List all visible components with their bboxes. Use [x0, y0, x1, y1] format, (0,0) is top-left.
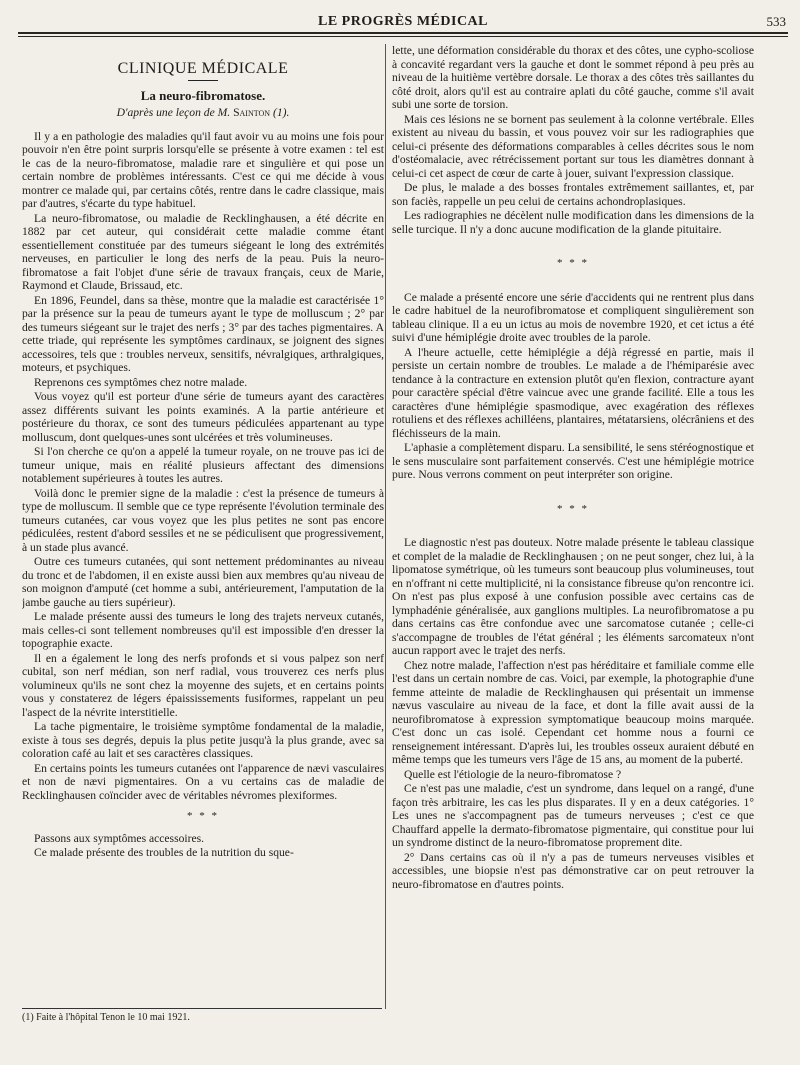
paragraph: Vous voyez qu'il est porteur d'une série de tumeurs ayant des caractères assez différents suivant les points examinés. A la partie antérieure et postérieure du thorax, ce sont des tumeurs pédiculées appartenant au type molluscum, dont quelques-unes sont ulcérées et très volumineuses.	[22, 390, 384, 444]
running-header	[18, 10, 788, 34]
section-separator: * * *	[187, 810, 219, 822]
right-column	[392, 44, 754, 1044]
paragraph: L'aphasie a complètement disparu. La sensibilité, le sens stéréognostique et le sens musculaire sont parfaitement conservés. C'est une hémiplégie motrice pure. Nous verrons comment on peut interpréter son origine.	[392, 441, 754, 481]
page-number: 533	[766, 14, 786, 29]
journal-title: LE PROGRÈS MÉDICAL	[317, 14, 489, 29]
paragraph: Ce malade a présenté encore une série d'accidents qui ne rentrent plus dans le cadre habituel de la neurofibromatose et compliquent singulièrement son tableau clinique. Il a eu un ictus au mois de novembre 1920, et cet ictus a été suivi d'une hémiplégie droite avec troubles de la parole.	[392, 290, 754, 344]
section-separator: * * *	[557, 257, 589, 269]
paragraph: A l'heure actuelle, cette hémiplégie a déjà régressé en partie, mais il persiste un certain nombre de troubles. Le malade a de l'hémiparésie avec tendance à la contracture en extension plutôt qu'en flexion, contracture ayant pour caractère spécial d'être vaincue avec une grande facilité. Elle a tous les caractères d'une hémiplégie spasmodique, avec exagération des réflexes rotuliens et des réflexes achilléens, plantaires, métatarsiens, olécrâniens et des fléchisseurs de la main.	[392, 345, 754, 440]
column-divider	[385, 44, 386, 1009]
paragraph: Il en a également le long des nerfs profonds et si vous palpez son nerf cubital, son nerf médian, son nerf radial, vous trouverez ces nerfs plus volumineux qu'ils ne sont chez la moyenne des sujets, et en certains points vous y constaterez de légers épaississements fusiformes, rappelant un peu l'aspect de la névrite interstitielle.	[22, 651, 384, 719]
paragraph: Mais ces lésions ne se bornent pas seulement à la colonne vertébrale. Elles existent au niveau du bassin, et vous pouvez voir sur les radiographies que celui-ci présente des déformations comparables à celles décrites sous le nom d'ostéomalacie, avec rétrécissement portant sur tous les diamètres donnant à celui-ci cet aspect de cœur de carte à jouer, suivant l'expression classique.	[392, 112, 754, 180]
paragraph: Outre ces tumeurs cutanées, qui sont nettement prédominantes au niveau du tronc et de l'abdomen, il en existe aussi bien aux membres qu'au niveau de son moignon d'amputé (cet homme a subi, antérieurement, l'amputation de la jambe gauche au tiers supérieur).	[22, 555, 384, 609]
left-column	[22, 44, 384, 1044]
byline	[22, 106, 384, 120]
paragraph: La tache pigmentaire, le troisième symptôme fondamental de la maladie, existe à tous ses degrés, depuis la plus petite jusqu'à la plus grande, avec sa coloration café au lait et ses caractères classiques.	[22, 720, 384, 760]
paragraph: Reprenons ces symptômes chez notre malade.	[34, 375, 248, 389]
byline-prefix: D'après une leçon de M.	[116, 106, 231, 119]
paragraph: Le diagnostic n'est pas douteux. Notre malade présente le tableau classique et complet de la maladie de Recklinghausen ; on ne peut songer, chez lui, à la lipomatose symétrique, où les tumeurs sont beaucoup plus volumineuses, tout en n'offrant ni cette multiplicité, ni la consistance fibreuse qu'on rencontre ici. On n'est pas plus exposé à une confusion possible avec certains cas de lymphadénie généralisée, aux ganglions multiples. La neurofibromatose a pu dans certains cas être confondue avec une sarcomatose cutanée ; celle-ci s'accompagne de troubles de l'état général ; les éléments sarcomateux n'ont aucun rapport avec le trajet des nerfs.	[392, 536, 754, 657]
paragraph: Ce malade présente des troubles de la nutrition du sque-	[34, 846, 294, 859]
byline-author: Sainton	[233, 106, 271, 119]
paragraph: En certains points les tumeurs cutanées ont l'apparence de nævi vasculaires et non de nævi pigmentaires. On a vu certains cas de maladie de Recklinghausen coïncider avec de véritables névromes plexiformes.	[22, 761, 384, 802]
paragraph: Ce n'est pas une maladie, c'est un syndrome, dans lequel on a rangé, d'une façon très arbitraire, les cas les plus disparates. Il y en a deux catégories. 1° Les unes ne s'accompagnent pas de tumeurs nerveuses ; c'est ce que Chauffard appelle la dermato-fibromatose pigmentaire, qui constitue pour lui un syndrome distinct de la neuro-fibromatose proprement dite.	[392, 782, 754, 849]
paragraph: Il y a en pathologie des maladies qu'il faut avoir vu au moins une fois pour pouvoir n'en être point surpris lorsqu'elle se présente à votre examen : tel est le cas de la neuro-fibromatose, maladie rare et singulière et qui pose un certain nombre de problèmes intéressants. C'est ce qui me décide à vous montrer ce malade qui, par certains côtés, rentre dans le cadre classique, mais par d'autres, s'écarte du type habituel.	[22, 129, 384, 210]
paragraph: Voilà donc le premier signe de la maladie : c'est la présence de tumeurs à type de molluscum. Il semble que ce type représente l'évolution terminale des tumeurs cutanées, car vous voyez que les plus petites ne sont pas encore pédiculées, restent d'abord sessiles et ne se pédiculisent que progressivement, à un stade plus avancé.	[22, 486, 384, 554]
paragraph: lette, une déformation considérable du thorax et des côtes, une cypho-scoliose à concavité regardant vers la gauche et dont le sommet répond à peu près au niveau de la huitième vertèbre dorsale. Le thorax a des côtes très saillantes du côté droit, alors qu'il est au contraire aplati du côté gauche, comme s'il avait subi une sorte de torsion.	[392, 44, 754, 111]
header-rule	[18, 36, 788, 37]
paragraph: Si l'on cherche ce qu'on a appelé la tumeur royale, on ne trouve pas ici de tumeur unique, mais en réalité plusieurs affectant des dimensions notablement supérieures à toutes les autres.	[22, 445, 384, 485]
section-title: CLINIQUE MÉDICALE	[117, 60, 289, 77]
paragraph: Passons aux symptômes accessoires.	[34, 831, 205, 845]
paragraph: Quelle est l'étiologie de la neuro-fibromatose ?	[404, 767, 622, 781]
paragraph: Les radiographies ne décèlent nulle modification dans les dimensions de la selle turcique. Il n'y a donc aucune modification de la glande pituitaire.	[392, 209, 754, 236]
footnote: (1) Faite à l'hôpital Tenon le 10 mai 1921.	[22, 1008, 382, 1023]
paragraph: En 1896, Feundel, dans sa thèse, montre que la maladie est caractérisée 1° par la présence sur la peau de tumeurs ayant le type de molluscum ; 2° par des tumeurs siégeant sur le trajet des nerfs ; 3° par des taches pigmentaires. A cette triade, qui représente les symptômes cardinaux, se joignent des signes accessoires, tels que : troubles nerveux, sensitifs, névralgiques, arthralgiques, moteurs, et psychiques.	[22, 293, 384, 374]
paragraph: De plus, le malade a des bosses frontales extrêmement saillantes, et, par son faciès, rappelle un peu celui de certains achondroplasiques.	[392, 181, 754, 208]
byline-ref: (1).	[272, 106, 290, 119]
title-rule	[188, 80, 218, 81]
paragraph: Chez notre malade, l'affection n'est pas héréditaire et familiale comme elle l'est dans un certain nombre de cas. Voici, par exemple, la photographie d'une femme atteinte de maladie de Recklinghausen qui présentait un immense nævus vasculaire au niveau de la face, et dont la fille avait aussi de la neurofibromatose à expression symptomatique beaucoup moins marquée. C'est donc un cas isolé. Cependant cet homme nous a fourni ce renseignement intéressant. D'après lui, les troubles osseux auraient débuté en même temps que les tumeurs vers l'âge de 15 ans, au moment de la puberté.	[392, 658, 754, 766]
paragraph: Le malade présente aussi des tumeurs le long des trajets nerveux cutanés, mais celles-ci sont tellement nombreuses qu'il est impossible d'en dresser la topographie exacte.	[22, 610, 384, 650]
paragraph: La neuro-fibromatose, ou maladie de Recklinghausen, a été décrite en 1882 par cet auteur, qui considérait cette maladie comme étant essentiellement constituée par des tumeurs siégeant le long des extrémités nerveuses, en particulier le long des nerfs de la peau. Puis la neuro-fibromatose a fait l'objet d'une série de travaux français, ceux de Marie, Raymond et Claude, Brissaud, etc.	[22, 211, 384, 292]
section-separator: * * *	[557, 502, 589, 515]
paragraph: 2° Dans certains cas où il n'y a pas de tumeurs nerveuses visibles et accessibles, une biopsie n'est pas démonstrative car on peut retrouver la neuro-fibromatose en d'autres points.	[392, 850, 754, 891]
article-title: La neuro-fibromatose.	[140, 87, 266, 103]
